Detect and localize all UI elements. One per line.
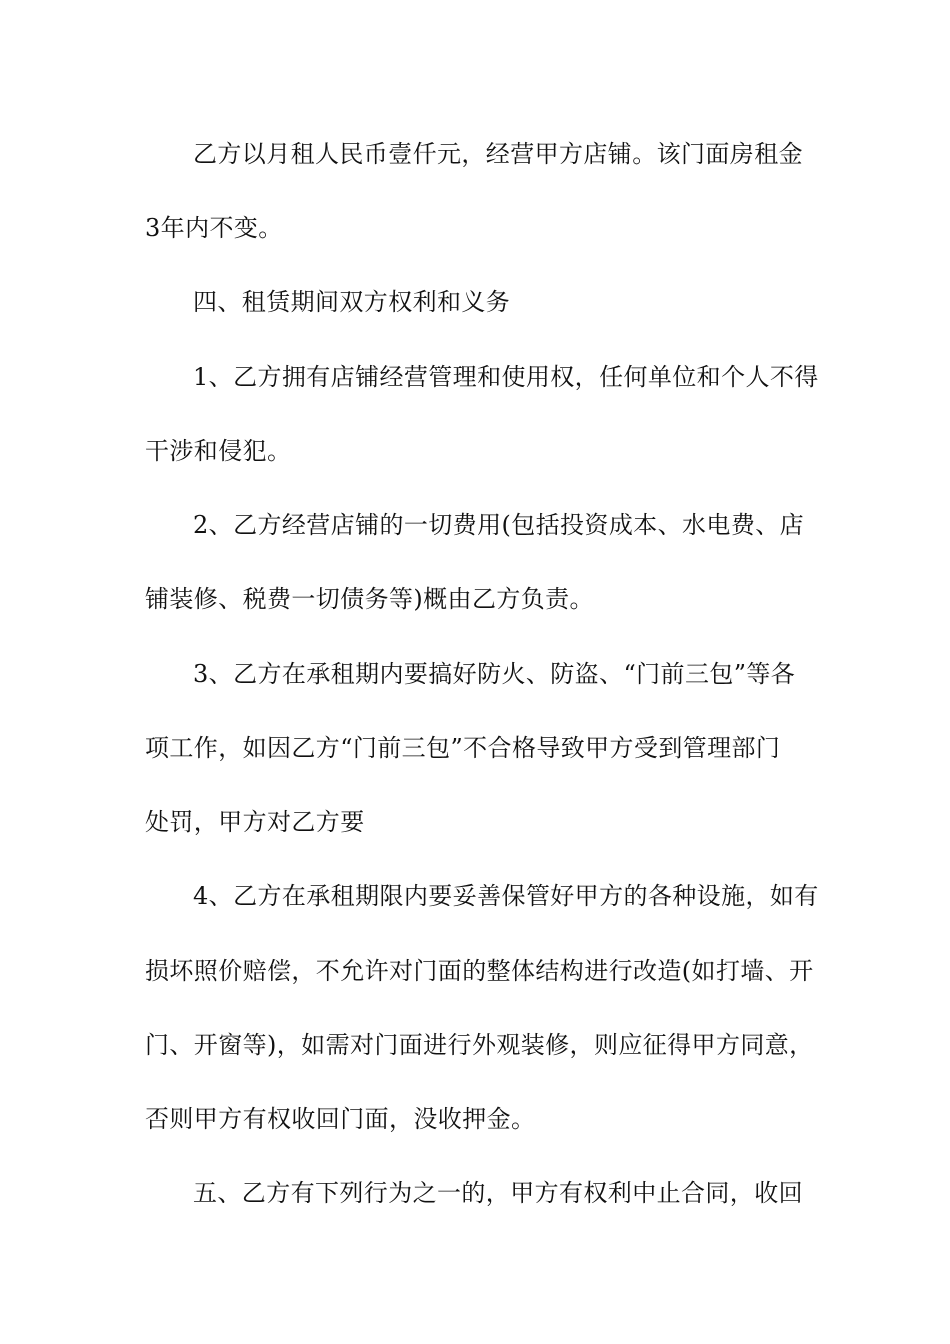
paragraph-line: 处罚，甲方对乙方要 [145, 808, 365, 836]
paragraph-line: 铺装修、税费一切债务等)概由乙方负责。 [145, 585, 594, 613]
paragraph-line: 门、开窗等)，如需对门面进行外观装修，则应征得甲方同意， [145, 1031, 814, 1059]
paragraph-line: 2、乙方经营店铺的一切费用(包括投资成本、水电费、店 [193, 511, 805, 539]
paragraph-line: 3、乙方在承租期内要搞好防火、防盗、“门前三包”等各 [193, 660, 796, 688]
paragraph-line: 否则甲方有权收回门面，没收押金。 [145, 1105, 536, 1133]
paragraph-line: 乙方以月租人民币壹仟元，经营甲方店铺。该门面房租金 [193, 140, 803, 168]
paragraph-line: 4、乙方在承租期限内要妥善保管好甲方的各种设施，如有 [193, 882, 819, 910]
paragraph-line: 3年内不变。 [145, 214, 283, 242]
paragraph-line: 项工作，如因乙方“门前三包”不合格导致甲方受到管理部门 [145, 734, 781, 762]
paragraph-line: 干涉和侵犯。 [145, 437, 292, 465]
paragraph-line: 损坏照价赔偿，不允许对门面的整体结构进行改造(如打墙、开 [145, 957, 814, 985]
section-heading: 四、租赁期间双方权利和义务 [193, 288, 511, 316]
section-heading: 五、乙方有下列行为之一的，甲方有权利中止合同，收回 [193, 1179, 803, 1207]
paragraph-line: 1、乙方拥有店铺经营管理和使用权，任何单位和个人不得 [193, 363, 819, 391]
